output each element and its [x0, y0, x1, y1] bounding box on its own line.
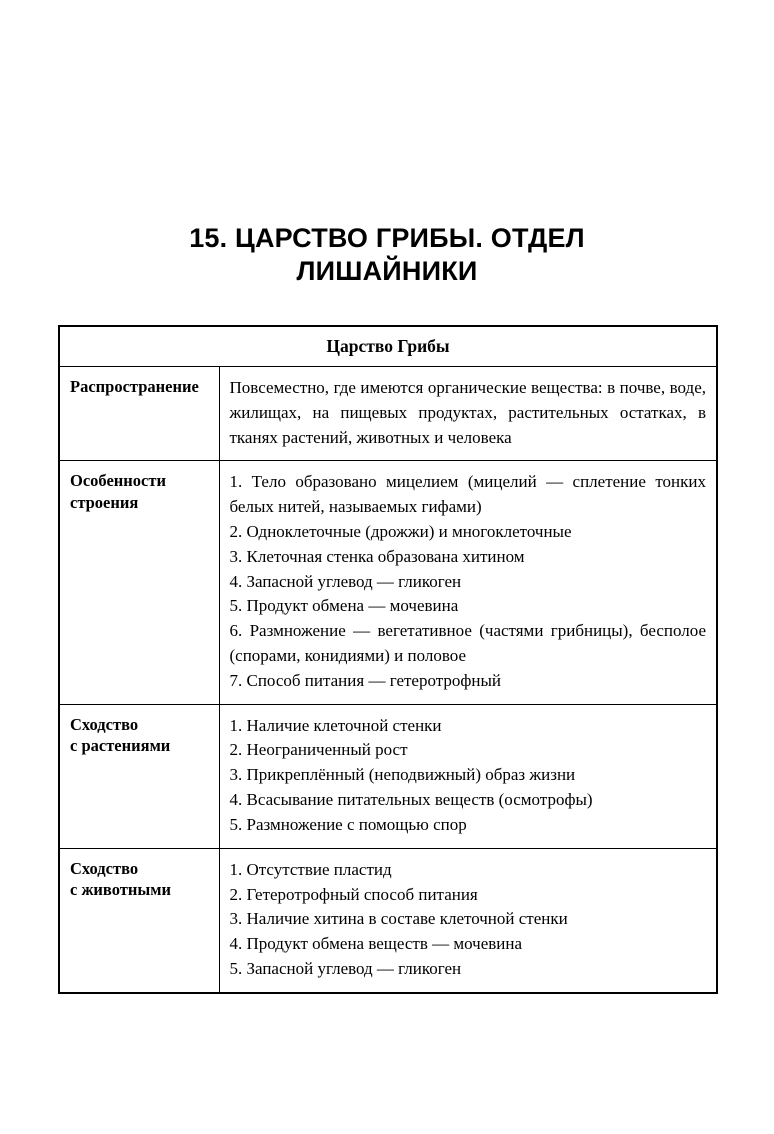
list-item: 1. Тело образовано мицелием (мицелий — сплетение тонких белых нитей, называемых гифами)	[229, 472, 706, 517]
row-content-shodstvo-s-zhivotnymi	[219, 848, 717, 993]
list-item: 2. Одноклеточные (дрожжи) и многоклеточные	[229, 521, 572, 541]
fungi-kingdom-table	[58, 325, 718, 994]
list-item: 5. Размножение с помощью спор	[229, 814, 467, 834]
list-item: 6. Размножение — вегетативное (частями грибницы), бесполое (спорами, конидиями) и половое	[229, 621, 706, 665]
row-label-line: Сходство	[70, 858, 139, 878]
table-row	[59, 461, 717, 704]
table-row	[59, 848, 717, 993]
list-item: 4. Запасной углевод — гликоген	[229, 571, 462, 591]
row-label-line: Сходство	[70, 714, 139, 734]
page-title: 15. ЦАРСТВО ГРИБЫ. ОТДЕЛ ЛИШАЙНИКИ	[189, 223, 585, 286]
row-content-shodstvo-s-rasteniyami	[219, 704, 717, 848]
list-item: 3. Клеточная стенка образована хитином	[229, 546, 525, 566]
list-item: 4. Всасывание питательных веществ (осмотрофы)	[229, 790, 593, 810]
row-label-line: с растениями	[70, 736, 171, 756]
list-item: 7. Способ питания — гетеротрофный	[229, 670, 502, 690]
table-header-row	[59, 326, 717, 367]
list-item: 4. Продукт обмена веществ — мочевина	[229, 934, 523, 954]
row-label-line: Особенности	[70, 471, 166, 491]
row-label-shodstvo-s-rasteniyami	[59, 704, 219, 848]
list-item: 3. Прикреплённый (неподвижный) образ жизни	[229, 765, 576, 785]
row-label-line: с животными	[70, 880, 171, 900]
table-body	[59, 326, 717, 993]
list-item: 3. Наличие хитина в составе клеточной стенки	[229, 909, 568, 929]
table-row	[59, 366, 717, 460]
list-item: 2. Гетеротрофный способ питания	[229, 884, 478, 904]
row-label-osobennosti-stroeniya	[59, 461, 219, 704]
list-item: 2. Неограниченный рост	[229, 740, 408, 760]
row-label-rasprostranenie	[59, 366, 219, 460]
table-row	[59, 704, 717, 848]
row-label-shodstvo-s-zhivotnymi	[59, 848, 219, 993]
row-label-line: строения	[70, 493, 139, 513]
list-item: 5. Запасной углевод — гликоген	[229, 958, 462, 978]
row-content-osobennosti-stroeniya	[219, 461, 717, 704]
table-header-title: Царство Грибы	[59, 326, 717, 367]
fungi-kingdom-table-wrap	[58, 325, 716, 994]
list-item: 1. Отсутствие пластид	[229, 859, 392, 879]
row-content-rasprostranenie: Повсеместно, где имеются органические вещества: в почве, воде, жилищах, на пищевых продуктах, растительных остатках, в тканях растений, животных и человека	[219, 366, 717, 460]
list-item: 1. Наличие клеточной стенки	[229, 715, 442, 735]
list-item: 5. Продукт обмена — мочевина	[229, 596, 459, 616]
row-label-line: Распространение	[70, 376, 199, 396]
